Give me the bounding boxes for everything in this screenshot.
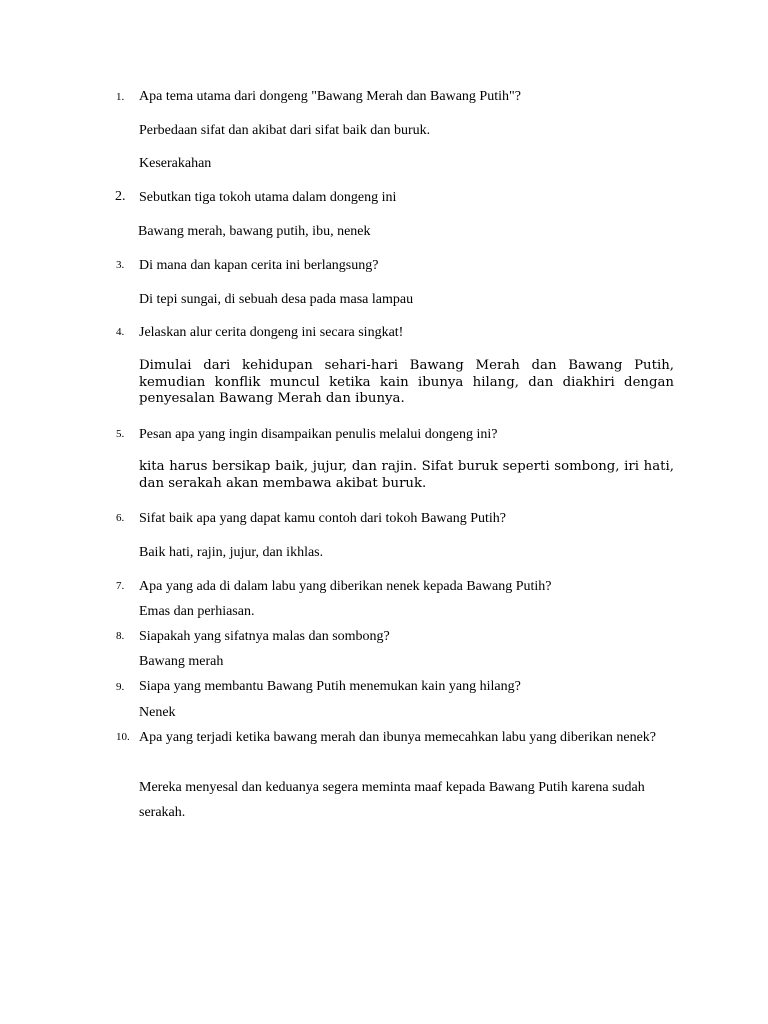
answer-5: kita harus bersikap baik, jujur, dan rajin. Sifat buruk seperti sombong, iri hati, dan serakah akan membawa akibat buruk. bbox=[139, 459, 674, 491]
question-1: Apa tema utama dari dongeng "Bawang Merah dan Bawang Putih"? bbox=[139, 89, 521, 104]
answer-4: Dimulai dari kehidupan sehari-hari Bawang Merah dan Bawang Putih, kemudian konflik muncul ketika kain ibunya hilang, dan diakhiri dengan penyesalan Bawang Merah dan ibunya. bbox=[139, 358, 674, 406]
question-4: Jelaskan alur cerita dongeng ini secara singkat! bbox=[139, 325, 404, 340]
answer-3: Di tepi sungai, di sebuah desa pada masa lampau bbox=[139, 292, 414, 307]
item-number: 4. bbox=[116, 326, 125, 338]
answer-1b: Keserakahan bbox=[139, 156, 212, 171]
question-2: Sebutkan tiga tokoh utama dalam dongeng ini bbox=[139, 190, 397, 205]
item-number: 9. bbox=[116, 681, 125, 693]
item-number: 3. bbox=[116, 259, 125, 271]
answer-1a: Perbedaan sifat dan akibat dari sifat baik dan buruk. bbox=[139, 123, 431, 138]
answer-7: Emas dan perhiasan. bbox=[139, 604, 255, 619]
question-6: Sifat baik apa yang dapat kamu contoh dari tokoh Bawang Putih? bbox=[139, 511, 507, 526]
item-number: 1. bbox=[116, 91, 125, 103]
item-number: 7. bbox=[116, 580, 125, 592]
question-9: Siapa yang membantu Bawang Putih menemukan kain yang hilang? bbox=[139, 679, 521, 694]
question-7: Apa yang ada di dalam labu yang diberikan nenek kepada Bawang Putih? bbox=[139, 579, 552, 594]
item-number: 10. bbox=[116, 731, 130, 743]
answer-2: Bawang merah, bawang putih, ibu, nenek bbox=[138, 224, 371, 239]
item-number: 5. bbox=[116, 428, 125, 440]
question-10: Apa yang terjadi ketika bawang merah dan ibunya memecahkan labu yang diberikan nenek? bbox=[139, 730, 657, 745]
question-8: Siapakah yang sifatnya malas dan sombong? bbox=[139, 629, 390, 644]
answer-9: Nenek bbox=[139, 705, 176, 720]
item-number: 2. bbox=[115, 189, 126, 204]
question-5: Pesan apa yang ingin disampaikan penulis melalui dongeng ini? bbox=[139, 427, 498, 442]
item-number: 8. bbox=[116, 630, 125, 642]
question-3: Di mana dan kapan cerita ini berlangsung? bbox=[139, 258, 379, 273]
answer-6: Baik hati, rajin, jujur, dan ikhlas. bbox=[139, 545, 324, 560]
item-number: 6. bbox=[116, 512, 125, 524]
answer-8: Bawang merah bbox=[139, 654, 224, 669]
answer-10: Mereka menyesal dan keduanya segera meminta maaf kepada Bawang Putih karena sudah serakah. bbox=[139, 780, 645, 820]
